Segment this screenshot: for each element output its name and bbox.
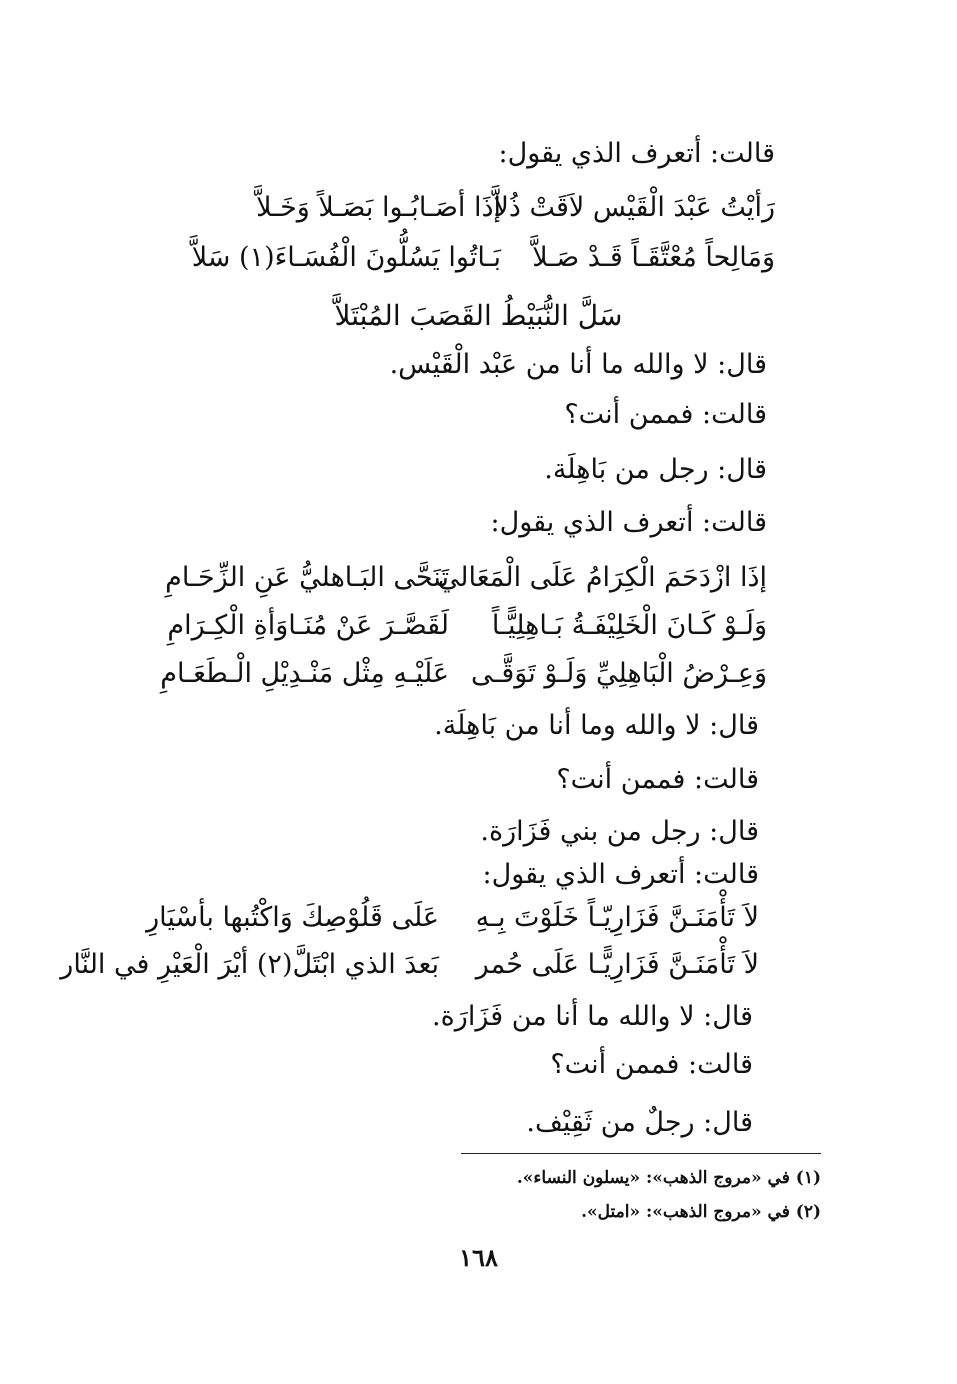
question-line-1: قالت: فممن أنت؟ <box>564 399 767 430</box>
verse-1-2-second: بَـاتُوا يَسُلُّونَ الْفُسَـاءَ(١) سَلاَّ <box>191 242 501 273</box>
verse-2-3-second: عَلَيْـهِ مِثْل مَنْـدِيْلِ الْـطَعَـامِ <box>160 658 449 689</box>
reply-line-2: قال: لا والله وما أنا من بَاهِلَة. <box>434 710 759 741</box>
closing-hemistich: سَلَّ النُّبَيْطُ القَصَبَ المُبْتَلاَّ <box>334 299 623 332</box>
footnote-separator <box>461 1153 821 1154</box>
verse-1-2-first: وَمَالِحاً مُعْتَّقَـاً قَـدْ صَـلاَّ <box>532 242 775 273</box>
answer-line-3: قال: رجلٌ من ثَقِيْف. <box>526 1107 753 1138</box>
verse-2-3-first: وَعِـرْضُ الْبَاهِلِيِّ وَلَـوْ تَوَقَّـى <box>470 658 767 689</box>
intro-line-1: قالت: أتعرف الذي يقول: <box>498 138 775 169</box>
reply-line-3: قال: لا والله ما أنا من فَزَارَة. <box>432 1001 753 1032</box>
verse-2-1-first: إذَا ازْدَحَمَ الْكِرَامُ عَلَى الْمَعَالي <box>437 562 767 593</box>
reply-line-1: قال: لا والله ما أنا من عَبْد الْقَيْس. <box>389 349 767 380</box>
verse-3-2-second: بَعدَ الذي ابْتَلَّ(٢) أيْرَ الْعَيْرِ في النَّار <box>60 949 439 980</box>
verse-3-1-first: لاَ تَأْمَنَـنَّ فَزَارِيّـاً خَلَوْتَ بِـهِ <box>475 902 759 933</box>
footnote-1: (١) في «مروج الذهب»: «يسلون النساء». <box>516 1168 821 1188</box>
verse-2-2-first: وَلَـوْ كَـانَ الْخَلِيْفَـةُ بَـاهِلِيًّـاً <box>491 610 767 641</box>
footnote-2: (٢) في «مروج الذهب»: «امتل». <box>581 1202 821 1222</box>
answer-line-1: قال: رجل من بَاهِلَة. <box>544 454 767 485</box>
verse-1-1-second: إذَا أصَـابُـوا بَصَـلاً وَخَـلاَّ <box>256 192 501 223</box>
intro-line-3: قالت: أتعرف الذي يقول: <box>482 859 759 890</box>
page-number: ١٦٨ <box>459 1243 498 1272</box>
question-line-3: قالت: فممن أنت؟ <box>550 1049 753 1080</box>
verse-2-1-second: تَنَحَّى البَـاهليُّ عَنِ الزِّحَـامِ <box>165 562 449 593</box>
verse-3-2-first: لاَ تَأْمَنَـنَّ فَزَارِيًّـا عَلَى حُمر <box>475 949 759 980</box>
verse-3-1-second: عَلَى قَلُوْصِكَ وَاكْتُبها بأسْيَارِ <box>146 902 439 933</box>
verse-2-2-second: لَقَصَّـرَ عَنْ مُنَـاوَأةِ الْكِـرَامِ <box>167 610 449 641</box>
intro-line-2: قالت: أتعرف الذي يقول: <box>490 507 767 538</box>
verse-1-1-first: رَأيْتُ عَبْدَ الْقَيْس لاَقَتْ ذُلاَّ <box>493 192 775 223</box>
answer-line-2: قال: رجل من بني فَزَارَة. <box>480 816 759 847</box>
question-line-2: قالت: فممن أنت؟ <box>556 764 759 795</box>
